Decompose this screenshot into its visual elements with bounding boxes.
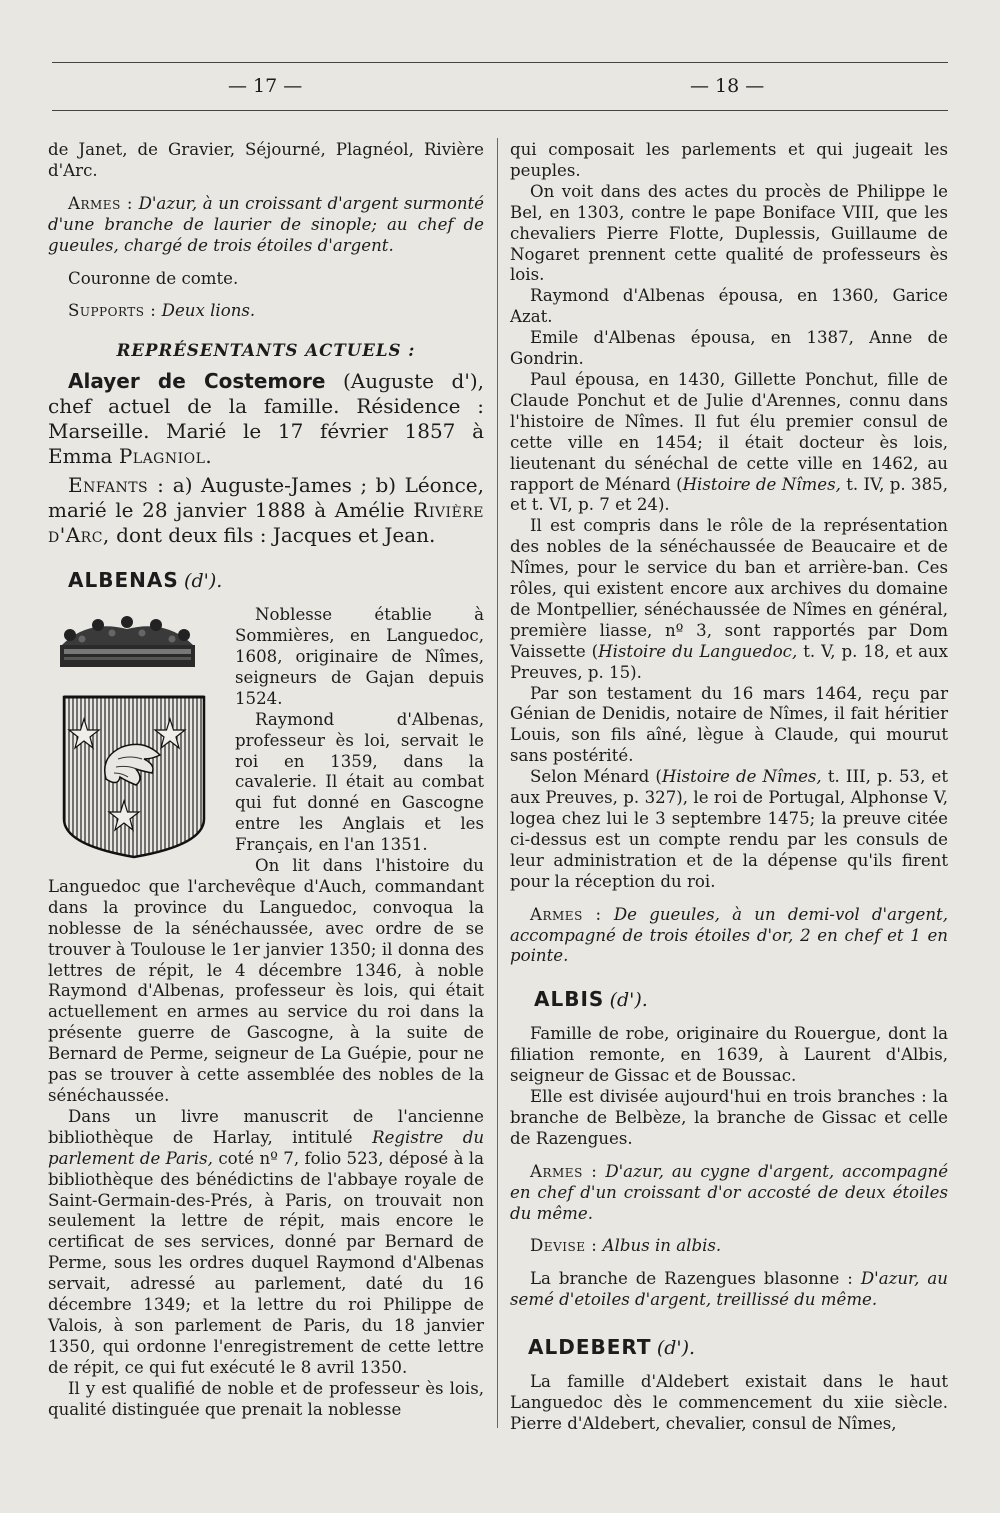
role-a: Il est compris dans le rôle de la représentation des nobles de la sénéchaussée de Beaucaire et de Nîmes, pour le service du ban et arrière-ban. Ces rôles, qui existent encore aux archives du domaine de Montpellier, sénéchaussée de Nîmes en général, première liasse, nº 3, sont rapportés par Dom Vaissette ( — [510, 516, 948, 661]
devise-line — [510, 1236, 948, 1257]
albis-name: ALBIS — [534, 987, 605, 1012]
albenas-qualifie: Il y est qualifié de noble et de professeur ès lois, qualité distinguée que prenait la noblesse — [48, 1378, 484, 1419]
albis-origin: Famille de robe, originaire du Rouergue, dont la filiation remonte, en 1639, à Laurent d'Albis, seigneur de Gissac et de Boussac. — [510, 1024, 948, 1086]
devise-label: Devise : — [530, 1236, 598, 1256]
raymond-marriage: Raymond d'Albenas épousa, en 1360, Garice Azat. — [510, 286, 948, 327]
armes-label-3: Armes : — [530, 1161, 598, 1181]
armes-albis — [510, 1162, 948, 1225]
enfants-label: Enfants : — [68, 473, 165, 498]
supports-label: Supports : — [68, 301, 157, 321]
page-number-right: — 18 — — [690, 75, 765, 97]
enfants-text-1: a) Auguste-James ; b) Léonce, marié le 28 janvier 1888 à Amélie — [48, 473, 484, 523]
aldebert-name: ALDEBERT — [528, 1335, 652, 1360]
albenas-raymond: Raymond d'Albenas, professeur ès loi, servait le roi en 1359, dans la cavalerie. Il était au combat qui fut donné en Gascogne entre les Anglais et les Français, en l'an 1351. — [235, 709, 484, 855]
albenas-manuscrit-b: coté nº 7, folio 523, déposé à la bibliothèque des bénédictins de l'abbaye royale de Saint-Germain-des-Prés, à Paris, on trouvait non seulement la lettre de répit, mais encore le certificat de ses services, donné par Bernard de Perme, sous les ordres duquel Raymond d'Albenas servait, adressé au parlement, daté du 16 décembre 1349; et la lettre du roi Philippe de Valois, à son parlement de Paris, du 18 janvier 1350, qui ordonne l'enregistrement de cette lettre de répit, ce qui fut exécuté le 8 avril 1350. — [48, 1148, 485, 1377]
role-paragraph — [510, 516, 948, 683]
role-b: t. V, p. 18, et aux Preuves, p. 15). — [510, 641, 949, 682]
top-rule — [52, 62, 948, 63]
left-column — [48, 140, 484, 1421]
razengues-line — [510, 1269, 948, 1311]
armes-albenas-prev — [48, 194, 484, 257]
crown-icon — [60, 616, 195, 667]
enfants-text-2: dont deux fils : Jacques et Jean. — [116, 523, 436, 548]
alayer-entry — [48, 369, 484, 469]
paul-title: Histoire de Nîmes, — [682, 474, 841, 494]
testament-paragraph: Par son testament du 16 mars 1464, reçu par Génian de Denidis, notaire de Nîmes, il fait héritier Louis, son fils aîné, lègue à Claude, qui mourut sans postérité. — [510, 683, 948, 766]
page-number-left: — 17 — — [228, 75, 303, 97]
continuation-paragraph: qui composait les parlements et qui jugeait les peuples. — [510, 140, 948, 180]
albenas-suffix: (d'). — [184, 570, 223, 593]
philippe-paragraph: On voit dans des actes du procès de Philippe le Bel, en 1303, contre le pape Boniface VIII, que les chevaliers Pierre Flotte, Duplessis, Guillaume de Nogaret prennent cette qualité de professeurs ès lois. — [510, 181, 948, 285]
albenas-name: ALBENAS — [68, 568, 179, 593]
albenas-manuscrit-a: Dans un livre manuscrit de l'ancienne bibliothèque de Harlay, intitulé — [48, 1106, 484, 1147]
representants-heading: REPRÉSENTANTS ACTUELS : — [116, 340, 416, 361]
right-column — [510, 140, 948, 1435]
alayer-text: (Auguste d'), chef actuel de la famille. Résidence : Marseille. Marié le 17 février 1857 à Emma — [48, 369, 484, 469]
armes-blazon-3: D'azur, au cygne d'argent, accompagné en chef d'un croissant d'or accosté de deux étoiles du même. — [510, 1161, 949, 1223]
albis-suffix: (d'). — [609, 989, 648, 1012]
albis-branches: Elle est divisée aujourd'hui en trois branches : la branche de Belbèze, la branche de Gissac et celle de Razengues. — [510, 1086, 948, 1148]
armes-label-2: Armes : — [530, 904, 602, 924]
menard-b: t. III, p. 53, et aux Preuves, p. 327), le roi de Portugal, Alphonse V, logea chez lui le 3 septembre 1475; la preuve citée ci-dessus est un compte rendu par les consuls de leur administration et de la dépense qu'ils firent pour la réception du roi. — [510, 767, 948, 891]
column-divider — [497, 138, 498, 1428]
armes-blazon-2: De gueules, à un demi-vol d'argent, accompagné de trois étoiles d'or, 2 en chef et 1 en pointe. — [510, 904, 948, 966]
albenas-title — [48, 570, 484, 593]
menard-title: Histoire de Nîmes, — [661, 767, 822, 787]
albenas-manuscrit — [48, 1107, 484, 1379]
couronne-line: Couronne de comte. — [68, 268, 239, 288]
role-title: Histoire du Languedoc, — [598, 641, 798, 661]
emile-marriage: Emile d'Albenas épousa, en 1387, Anne de Gondrin. — [510, 328, 948, 369]
armes-albenas — [510, 905, 948, 968]
aldebert-suffix: (d'). — [656, 1337, 696, 1360]
razengues-b: D'azur, au semé d'etoiles d'argent, treillissé du même. — [510, 1269, 948, 1310]
alayer-name: Alayer de Costemore — [68, 369, 326, 394]
intro-paragraph: de Janet, de Gravier, Séjourné, Plagnéol, Rivière d'Arc. — [48, 140, 484, 180]
enfants-spouse: Rivière d'Arc, — [48, 498, 484, 548]
alayer-spouse: Plagniol. — [118, 444, 213, 469]
armes-blazon: D'azur, à un croissant d'argent surmonté d'une branche de laurier de sinople; au chef de gueules, chargé de trois étoiles d'argent. — [48, 193, 484, 255]
aldebert-origin: La famille d'Aldebert existait dans le haut Languedoc dès le commencement du xiie siècle. Pierre d'Aldebert, chevalier, consul de Nîmes, — [510, 1372, 948, 1433]
albenas-auch: On lit dans l'histoire du Languedoc que l'archevêque d'Auch, commandant dans la province du Languedoc, convoqua la noblesse de la sénéchaussée, avec ordre de se trouver à Toulouse le 1er janvier 1350; il donna des lettres de répit, le 4 décembre 1346, à noble Raymond d'Albenas, professeur ès lois, qui était actuellement en armes au service du roi dans la présente guerre de Gascogne, à la suite de Bernard de Perme, seigneur de La Guépie, pour ne pas se trouver à cette assemblée des nobles de la sénéchaussée. — [48, 856, 484, 1105]
albis-title — [510, 989, 948, 1012]
paul-paragraph — [510, 370, 948, 516]
albenas-manuscrit-title: Registre du parlement de Paris, — [48, 1127, 485, 1168]
razengues-a: La branche de Razengues blasonne : — [530, 1269, 853, 1289]
header-rule — [52, 110, 948, 111]
menard-paragraph — [510, 767, 948, 892]
supports-line — [48, 301, 484, 322]
paul-b: t. IV, p. 385, et t. VI, p. 7 et 24). — [510, 474, 948, 515]
menard-a: Selon Ménard ( — [530, 767, 662, 787]
coat-of-arms-engraving — [48, 609, 223, 864]
armes-label: Armes : — [68, 193, 133, 213]
aldebert-title — [510, 1337, 948, 1360]
albenas-origin: Noblesse établie à Sommières, en Languedoc, 1608, originaire de Nîmes, seigneurs de Gajan depuis 1524. — [235, 605, 484, 708]
supports-text: Deux lions. — [161, 301, 256, 321]
enfants-entry — [48, 473, 484, 548]
devise-text: Albus in albis. — [602, 1236, 722, 1256]
paul-a: Paul épousa, en 1430, Gillette Ponchut, fille de Claude Ponchut et de Julie d'Arennes, connu dans l'histoire de Nîmes. Il fut élu premier consul de cette ville en 1454; il était docteur ès lois, lieutenant du sénéchal de cette ville en 1462, au rapport de Ménard ( — [510, 369, 948, 494]
